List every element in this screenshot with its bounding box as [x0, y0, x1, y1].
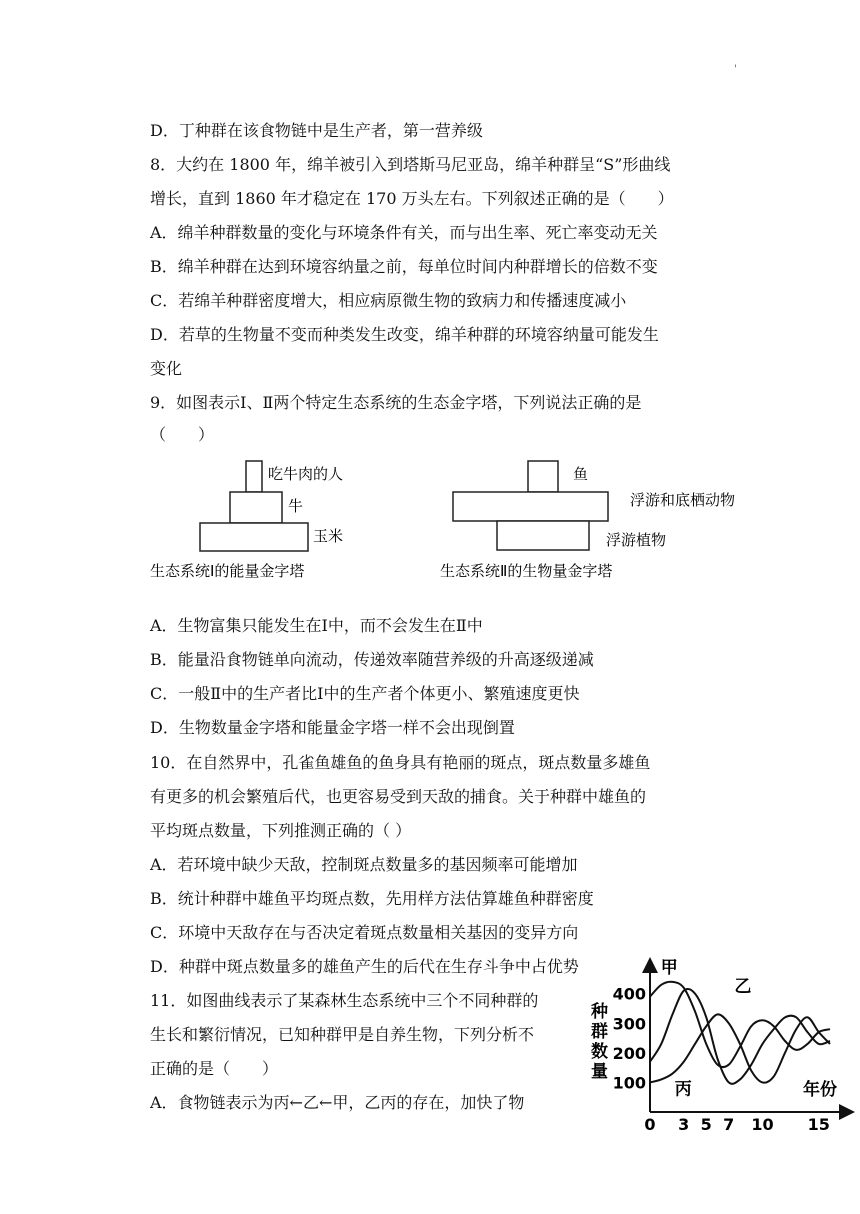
y-axis-label-char-4: 量 [591, 1062, 608, 1082]
pyramid2-level-3: 浮游植物 [606, 531, 667, 549]
line-13: C．一般Ⅱ中的生产者比Ⅰ中的生产者个体更小、繁殖速度更快 [150, 684, 580, 703]
line-10: （ ） [150, 425, 215, 444]
line-16: 有更多的机会繁殖后代，也更容易受到天敌的捕食。关于种群中雄鱼的 [150, 787, 647, 806]
line-21: D．种群中斑点数量多的雄鱼产生的后代在生存斗争中占优势 [150, 957, 579, 976]
pyramid2-caption: 生态系统Ⅱ的生物量金字塔 [440, 562, 613, 580]
pyramid2-mid-block [453, 492, 608, 521]
line-5: B．绵羊种群在达到环境容纳量之前，每单位时间内种群增长的倍数不变 [150, 257, 658, 276]
line-6: C．若绵羊种群密度增大，相应病原微生物的致病力和传播速度减小 [150, 291, 627, 310]
line-9: 9．如图表示Ⅰ、Ⅱ两个特定生态系统的生态金字塔，下列说法正确的是 [150, 393, 642, 412]
energy-pyramid-1 [148, 455, 393, 583]
y-tick-label: 400 [612, 984, 646, 1004]
pyramid1-level-1: 吃牛肉的人 [268, 465, 344, 483]
series-label-3: 丙 [674, 1079, 692, 1100]
line-20: C．环境中天敌存在与否决定着斑点数量相关基因的变异方向 [150, 923, 579, 942]
pyramid2-level-1: 鱼 [573, 465, 589, 483]
pyramid2-top-block [528, 461, 558, 492]
line-1: D．丁种群在该食物链中是生产者，第一营养级 [150, 121, 483, 140]
line-18: A．若环境中缺少天敌，控制斑点数量多的基因频率可能增加 [150, 855, 578, 874]
line-4: A．绵羊种群数量的变化与环境条件有关，而与出生率、死亡率变动无关 [150, 223, 658, 242]
x-tick-label: 5 [700, 1115, 712, 1134]
pyramid1-level-3: 玉米 [313, 527, 344, 545]
population-chart [585, 955, 855, 1140]
y-tick-label: 200 [612, 1043, 646, 1063]
line-22: 11．如图曲线表示了某森林生态系统中三个不同种群的 [150, 991, 539, 1010]
y-tick-label: 100 [612, 1073, 646, 1093]
x-tick-label: 15 [807, 1115, 830, 1134]
line-11: A．生物富集只能发生在Ⅰ中，而不会发生在Ⅱ中 [150, 616, 483, 635]
pyramid1-level-2: 牛 [288, 497, 304, 515]
line-17: 平均斑点数量，下列推测正确的（ ） [150, 821, 412, 840]
line-14: D．生物数量金字塔和能量金字塔一样不会出现倒置 [150, 718, 515, 737]
x-tick-label: 3 [678, 1115, 690, 1134]
y-axis-label-char-2: 群 [591, 1022, 608, 1042]
biomass-pyramid-2 [438, 455, 768, 583]
line-8: 变化 [150, 359, 183, 378]
pyramid1-mid-block [230, 492, 282, 523]
pyramid1-top-block [246, 461, 262, 492]
line-3: 增长，直到 1860 年才稳定在 170 万头左右。下列叙述正确的是（ ） [150, 189, 674, 208]
line-7: D．若草的生物量不变而种类发生改变，绵羊种群的环境容纳量可能发生 [150, 325, 659, 344]
y-tick-label: 300 [612, 1014, 646, 1034]
pyramid2-base-block [497, 521, 589, 550]
x-tick-label: 7 [723, 1115, 735, 1134]
x-tick-label: 0 [644, 1115, 656, 1134]
pyramid1-base-block [200, 523, 308, 551]
x-axis-label: 年份 [803, 1080, 837, 1100]
pyramid2-level-2: 浮游和底栖动物 [630, 491, 736, 509]
pyramid1-caption: 生态系统Ⅰ的能量金字塔 [150, 562, 305, 580]
line-2: 8．大约在 1800 年，绵羊被引入到塔斯马尼亚岛，绵羊种群呈“S”形曲线 [150, 155, 671, 174]
corner-mark: ' [734, 64, 737, 75]
line-19: B．统计种群中雄鱼平均斑点数，先用样方法估算雄鱼种群密度 [150, 889, 594, 908]
x-tick-label: 10 [751, 1115, 774, 1134]
series-label-2: 乙 [734, 977, 752, 998]
line-24: 正确的是（ ） [150, 1059, 279, 1078]
line-23: 生长和繁衍情况，已知种群甲是自养生物，下列分析不 [150, 1025, 535, 1044]
y-axis-label-char-3: 数 [591, 1042, 608, 1062]
y-axis-label-char-1: 种 [591, 1002, 608, 1022]
line-25: A．食物链表示为丙←乙←甲，乙丙的存在，加快了物 [150, 1093, 525, 1112]
line-15: 10．在自然界中，孔雀鱼雄鱼的鱼身具有艳丽的斑点，斑点数量多雄鱼 [150, 753, 651, 772]
series-label-1: 甲 [660, 957, 678, 978]
line-12: B．能量沿食物链单向流动，传递效率随营养级的升高逐级递减 [150, 650, 594, 669]
